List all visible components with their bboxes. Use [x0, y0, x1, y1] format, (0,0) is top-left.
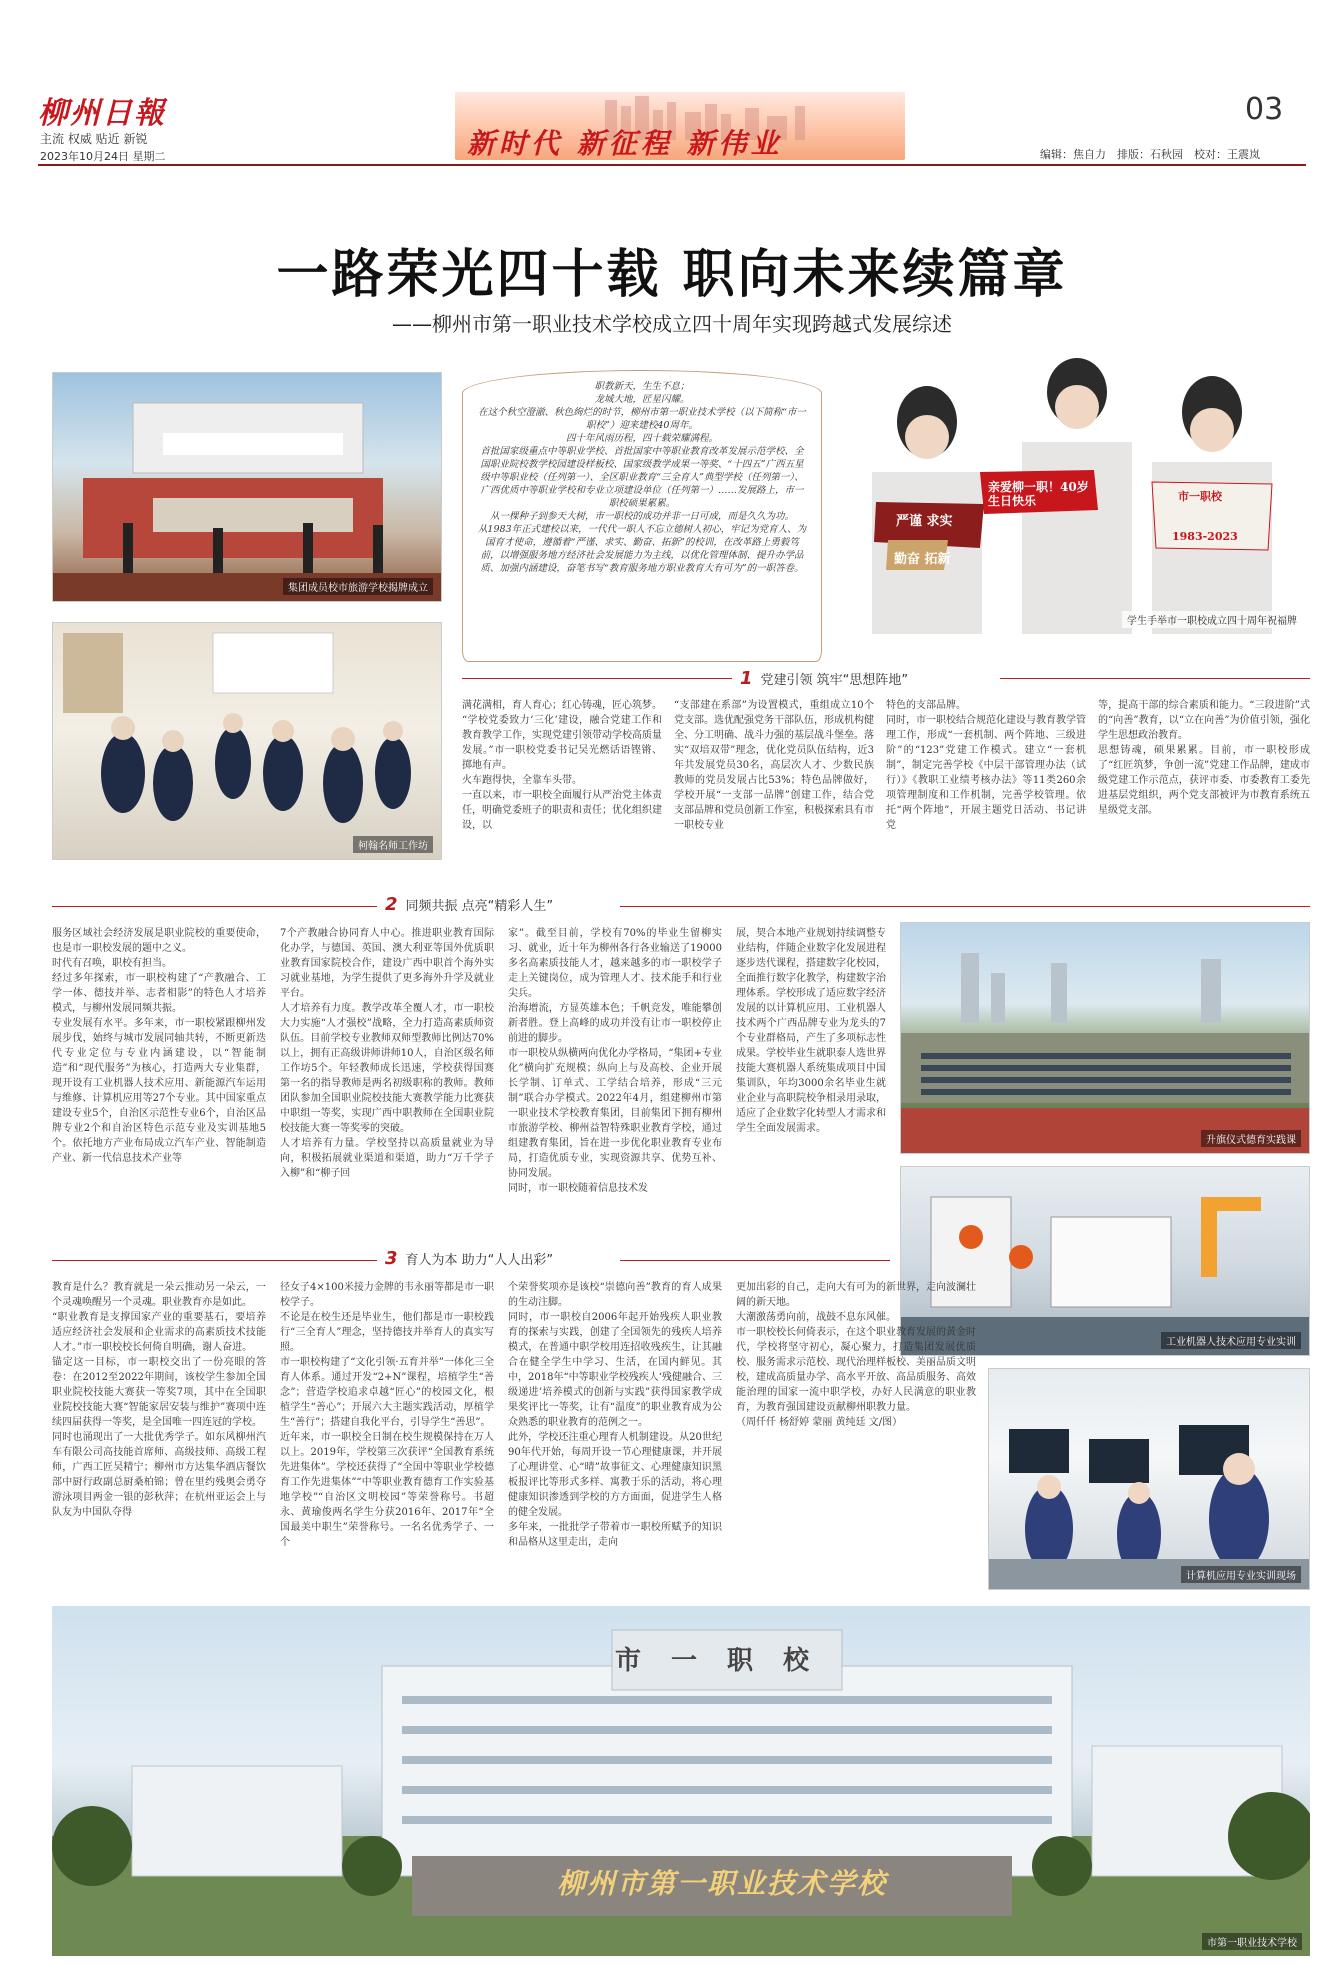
photo-teacher-workshop — [52, 622, 442, 860]
s1-col-2: “支部建在系部”为设置模式，重组成立10个党支部。选优配强党务干部队伍，形成机构健全、分工明确、战斗力强的基层战斗堡垒。落实“双培双带”理念，优化党员队伍结构，近3年共发展党员30名，高层次人才、少数民族教师的党员发展占比53%；特色品牌做好，学校开展“一支部一品牌”创建工作，结合党支部品牌和党员创新工作室，积极探索具有市一职校专业 — [674, 700, 874, 831]
photo-caption: 学生手举市一职校成立四十周年祝福牌 — [1122, 611, 1302, 628]
section-rule — [620, 906, 1310, 907]
photo-computer-lab — [988, 1368, 1310, 1590]
photo-caption: 工业机器人技术应用专业实训 — [1161, 1332, 1301, 1349]
section-rule — [52, 1260, 377, 1261]
section-3-header — [385, 1248, 553, 1269]
sign-motto-1: 严谨 求实 — [896, 514, 953, 529]
newspaper-logo: 柳州日報 — [38, 96, 166, 131]
section-rule — [52, 906, 377, 907]
s3-col-1: 教育是什么？教育就是一朵云推动另一朵云，一个灵魂唤醒另一个灵魂。职业教育亦是如此。 “职业教育是支撑国家产业的重要基石，要培养适应经济社会发展和企业需求的高素质技术技能人才。”市一职校校长何倚自明确，谢人奋进。 锚定这一目标，市一职校交出了一份亮眼的答卷：在2012至2022年期间，该校学生参加全国职业院校技能大赛获一等奖7项，其中在全国职业院校技能大赛“智能家居安装与维护”赛项中连续四届获得一等奖，是全国唯一四连冠的学校。 同时也涌现出了一大批优秀学子。如东风柳州汽车有限公司高技能首席师、高级技师、高级工程师，广西工匠吴精宁；柳州市方达集华酒店餐饮部中厨行政副总厨桑柏锦；曾在里约残奥会勇夺游泳项目两金一银的彭秋萍；在杭州亚运会上与队友为中国队夺得 — [52, 1282, 266, 1518]
s2-col-3: 家”。截至目前，学校有70%的毕业生留柳实习、就业，近十年为柳州各行各业输送了19000多名高素质技能人才，越来越多的市一职校学子走上关键岗位，成为管理人才、技术能手和行业尖兵。 治海增流，方显英雄本色；千帆竞发，唯能攀创新者胜。登上高峰的成功并没有让市一职校停止前进的脚步。 市一职校从纵横两向优化办学格局，“集团+专业化”横向扩充规模；纵向上与及高校、企业开展长学制、订单式、工学结合培养，形成“三元制”联合办学模式。2022年4月，组建柳州市第一职业技术学校教育集团，目前集团下拥有柳州市旅游学校、柳州益智特殊职业教育学校，通过组建教育集团，旨在进一步优化职业教育专业布局，打造优质专业，实现资源共享、优势互补、协同发展。 同时，市一职校随着信息技术发 — [508, 928, 722, 1194]
subheadline: ——柳州市第一职业技术学校成立四十周年实现跨越式发展综述 — [392, 312, 952, 336]
sign-motto-2: 勤奋 拓新 — [894, 552, 951, 567]
photo-caption: 市第一职业技术学校 — [1202, 1933, 1302, 1950]
photo-students-blessing — [852, 352, 1310, 634]
sign-school: 市一职校 — [1178, 490, 1222, 503]
s2-col-2: 7个产教融合协同育人中心。推进职业教育国际化办学，与德国、英国、澳大利亚等国外优质职业教育国家院校合作，建设广西中职首个海外实习就业基地，为学生提供了更多海外升学及就业平台。 人才培养有力度。教学改革全覆人才，市一职校大力实施“人才强校”战略，全力打造高素质师资队伍。目前学校专业教师双师型教师比例达70%以上，拥有正高级讲师讲师10人，自治区级名师工作坊5个。年轻教师成长迅速，学校获得国赛第一名的指导教师是两名初级职称的教师。教师团队参加全国职业院校技能大赛教学能力比赛获中职组一等奖，实现广西中职教师在全国职业院校技能大赛一等奖零的突破。 人才培养有力量。学校坚持以高质量就业为导向，积极拓展就业渠道和渠道，助力“万千学子入柳”和“柳子回 — [280, 928, 494, 1179]
section-title: 同频共振 点亮“精彩人生” — [405, 899, 554, 914]
section-number: 3 — [385, 1248, 398, 1269]
headline: 一路荣光四十载 职向未来续篇章 — [276, 244, 1068, 305]
s1-col-4: 等，提高干部的综合素质和能力。“三段进阶”式的“向善”教育，以“立在向善”为价值引领，强化学生思想政治教育。 思想铸魂，硕果累累。目前，市一职校形成了“红匠筑梦，争创一流”党建工作品牌，建成市级党建工作示范点，获评市委、市委教育工委先进基层党组织，两个党支部被评为市教育系统五星级党支部。 — [1098, 700, 1310, 816]
photo-flag-ceremony — [900, 922, 1310, 1154]
s2-col-4: 展，契合本地产业规划持续调整专业结构，伴随企业数字化发展进程逐步迭代课程，搭建数字化校园，全面推行数字化教学，构建数字治理体系。学校形成了适应数字经济发展的以计算机应用、工业机器人技术两个广西品牌专业为龙头的7个专业群格局，产生了多项标志性成果。学校毕业生就职泰人选世界技能大赛机器人系统集成项目中国集训队，年均3000余名毕业生就业企业与高职院校争相录用录取，适应了企业数字化转型人才需求和学生全面发展需求。 — [736, 928, 886, 1134]
photo-caption: 升旗仪式德育实践课 — [1201, 1130, 1301, 1147]
s2-col-1: 服务区域社会经济发展是职业院校的重要使命，也是市一职校发展的题中之义。 时代有召唤，职校有担当。 经过多年探索，市一职校构建了“产教融合、工学一体、德技并举、志者相影”的特色人才培养模式，与柳州发展同频共振。 专业发展有水平。多年来，市一职校紧跟柳州发展步伐，始终与城市发展同轴共转，不断更新迭代专业定位与专业内涵建设，以“智能制造”和“现代服务”为核心，打造两大专业集群，现开设有工业机器人技术应用、新能源汽车运用与维修、计算机应用等27个专业。其中国家重点建设专业5个，自治区示范性专业6个，自治区品牌专业2个和自治区特色示范专业及实训基地5个。依托地方产业布局成立汽车产业、智能制造产业、新一代信息技术产业等 — [52, 928, 266, 1164]
s3-col-4: 更加出彩的自己，走向大有可为的新世界，走向波澜壮阔的新天地。 大潮激荡勇向前，战鼓不息东风催。 市一职校校长何倚表示，在这个职业教育发展的黄金时代，学校将坚守初心，凝心聚力，打造集团发展优质校、服务需求示范校、现代治理样板校、美丽品质文明校，建成高质量办学、高水平开放、高品质服务、高效能治理的国家一流中职学校，办好人民满意的职业教育，为教育强国建设贡献柳州职教力量。 （周仟仟 杨舒婷 蒙丽 黄纯廷 文/图） — [736, 1282, 976, 1428]
sign-years: 1983-2023 — [1172, 530, 1238, 543]
s3-col-2: 径女子4×100米接力金牌的韦永丽等都是市一职校学子。 不论是在校生还是毕业生，他们都是市一职校践行“三全育人”理念，坚持德技并举育人的真实写照。 市一职校构建了“文化引领·五育并举”一体化三全育人体系。通过开发“2+N”课程，培植学生“善念”；营造学校追求卓越“匠心”的校园文化，根植学生“善心”；开展六大主题实践活动，厚植学生“善行”；搭建自我化平台，引导学生“善思”。 近年来，市一职校全日制在校生规模保持在万人以上。2019年，学校第三次获评“全国教育系统先进集体”。学校还获得了“全国中等职业学校德育工作先进集体”“中等职业教育德育工作实验基地学校”“自治区文明校园”等荣誉称号。书超永、黄瑜俊两名学生分获2016年、2017年“全国最美中职生”荣誉称号。一名名优秀学子、一个 — [280, 1282, 494, 1548]
slogan: 主流 权威 贴近 新锐 — [40, 132, 148, 146]
roof-sign: 市一职校 — [614, 1646, 839, 1676]
campus-stone-sign: 柳州市第一职业技术学校 — [556, 1867, 887, 1900]
photo-caption: 集团成员校市旅游学校揭牌成立 — [283, 578, 433, 595]
masthead-banner — [455, 92, 905, 160]
page-number: 03 — [1245, 92, 1284, 127]
section-1-header — [740, 668, 908, 689]
s3-col-3: 个荣誉奖项亦是该校“崇德向善”教育的育人成果的生动注脚。 同时，市一职校自2006年起开始残疾人职业教育的探索与实践，创建了全国领先的残疾人培养模式，在普通中职学校用连招收残疾生，让其融合在健全学生中学习、生活，在国内鲜见。其中，2018年“中等职业学校残疾人‘残健融合、三级递进’培养模式的创新与实践”获得国家教学成果奖评比一等奖，让有“温度”的职业教育成为公众熟悉的职业教育的范例之一。 此外，学校还注重心理育人机制建设。从20世纪90年代开始，每周开设一节心理健康课，并开展了心理讲堂、心“晴”故事征文、心理健康知识黑板报评比等形式多样、寓教于乐的活动，将心理健康知识渗透到学校的方方面面，促进学生人格的健全发展。 多年来，一批批学子带着市一职校所赋予的知识和品格从这里走出，走向 — [508, 1282, 722, 1548]
photo-campus-building — [52, 1606, 1310, 1956]
photo-unveiling-ceremony — [52, 372, 442, 602]
photo-caption: 计算机应用专业实训现场 — [1181, 1566, 1301, 1583]
editor-credits: 编辑：焦自力 排版：石秋园 校对：王震岚 — [1040, 148, 1260, 161]
intro-text: 职教新天，生生不息； 龙城大地，匠星闪耀。 在这个秋空澄澈、秋色絢烂的时节，柳州市第一职业技术学校（以下简称“市一职校”）迎来建校40周年。 四十年风雨历程，四十载荣耀满程。 首批国家级重点中等职业学校、首批国家中等职业教育改革发展示范学校、全国职业院校教学校园建设样板校、国家级教学成果一等奖、“十四五”广西五星级中等职业校（任列第一）、全区职业教育“三全育人”典型学校（任列第一）、广西优质中等职业学校和专业立项建设单位（任列第一）……发展路上，市一职校硕果累累。 从一棵种子到参天大树，市一职校的成功并非一日可成，而是久久为功。 从1983年正式建校以来，一代代一职人不忘立德树人初心，牢记为党育人、为国育才使命，遵循着“严谨、求实、勤奋、拓新”的校训，在改革路上勇毅笃前，以增强服务地方经济社会发展能力为主线，以优化管理体制、提升办学品质、加强内涵建设，奋笔书写“教育服务地方职业教育大有可为”的一职答卷。 — [477, 381, 807, 574]
section-title: 党建引领 筑牢“思想阵地” — [760, 673, 909, 688]
issue-date: 2023年10月24日 星期二 — [40, 150, 166, 163]
photo-caption: 柯翰名师工作坊 — [353, 836, 433, 853]
section-title: 育人为本 助力“人人出彩” — [405, 1253, 554, 1268]
section-2-header — [385, 894, 553, 915]
section-number: 2 — [385, 894, 398, 915]
masthead — [0, 0, 1344, 163]
s1-col-3: 特色的支部品牌。 同时，市一职校结合规范化建设与教育教学管理工作，形成“一套机制、两个阵地、三级进阶”的“123”党建工作模式。建立“一套机制”，制定完善学校《中层干部管理办法（试行）》《教职工业绩考核办法》等11类260余项管理制度和工作机制，完善学校管理。依托“两个阵地”，开展主题党日活动、书记讲党 — [886, 700, 1086, 831]
masthead-rule — [38, 164, 1306, 166]
section-rule — [1000, 678, 1310, 679]
banner-slogan: 新时代 新征程 新伟业 — [467, 127, 783, 160]
section-rule — [462, 678, 732, 679]
s1-col-1: 满花满相，育人育心；红心铸魂，匠心筑梦。 “学校党委致力‘三化’建设，融合党建工作和教育教学工作，实现党建引领带动学校高质量发展。”市一职校党委书记吴光燃话语铿锵、掷地有声。 火车跑得快，全靠车头带。 一直以来，市一职校全面履行从严治党主体责任，明确党委班子的职责和责任；优化组织建设，以 — [462, 700, 662, 831]
section-rule — [620, 1260, 890, 1261]
section-number: 1 — [740, 668, 753, 689]
sign-birthday: 亲爱柳一职！40岁生日快乐 — [988, 480, 1089, 508]
